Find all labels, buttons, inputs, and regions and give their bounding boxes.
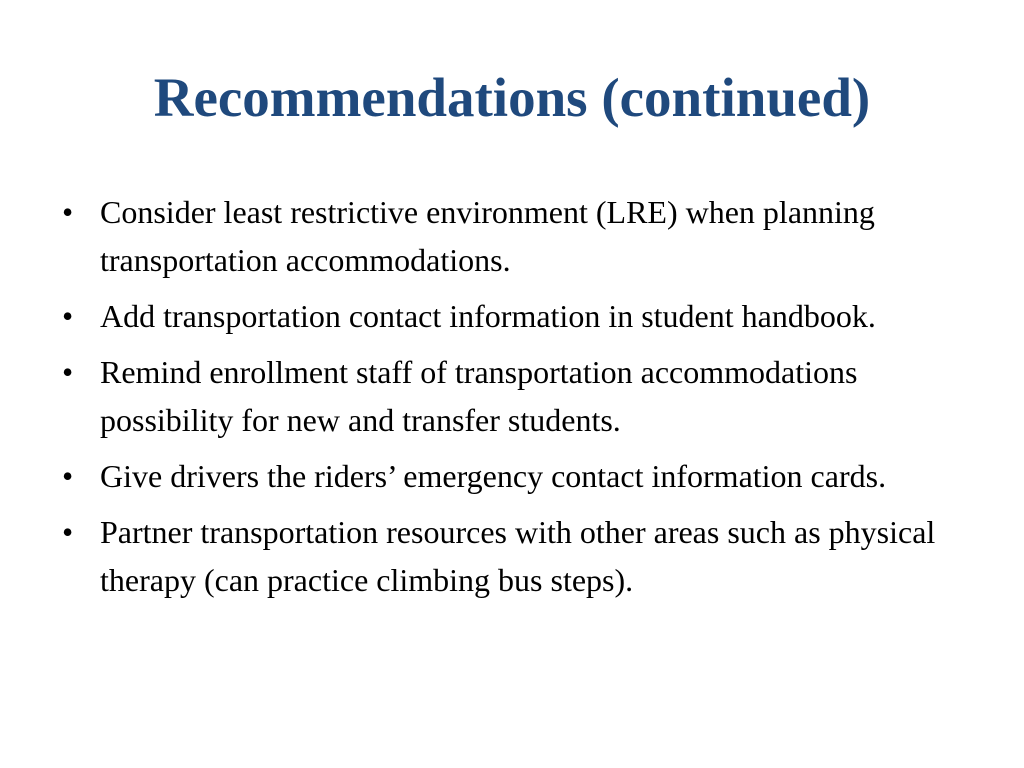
bullet-list (62, 188, 967, 612)
bullet-icon: • (62, 458, 74, 494)
bullet-item (62, 508, 967, 604)
bullet-text: Add transportation contact information in student handbook. (100, 298, 876, 334)
bullet-item (62, 292, 967, 340)
bullet-text: Remind enrollment staff of transportation accommodations possibility for new and transfer students. (100, 354, 858, 438)
bullet-icon: • (62, 354, 74, 390)
bullet-item (62, 348, 967, 444)
bullet-text: Partner transportation resources with other areas such as physical therapy (can practice climbing bus steps). (100, 514, 936, 598)
bullet-item (62, 188, 967, 284)
bullet-icon: • (62, 514, 74, 550)
bullet-icon: • (62, 194, 74, 230)
slide-title: Recommendations (continued) (153, 67, 871, 128)
bullet-text: Give drivers the riders’ emergency contact information cards. (100, 458, 887, 494)
bullet-icon: • (62, 298, 74, 334)
bullet-item (62, 452, 967, 500)
bullet-text: Consider least restrictive environment (LRE) when planning transportation accommodations. (100, 194, 875, 278)
